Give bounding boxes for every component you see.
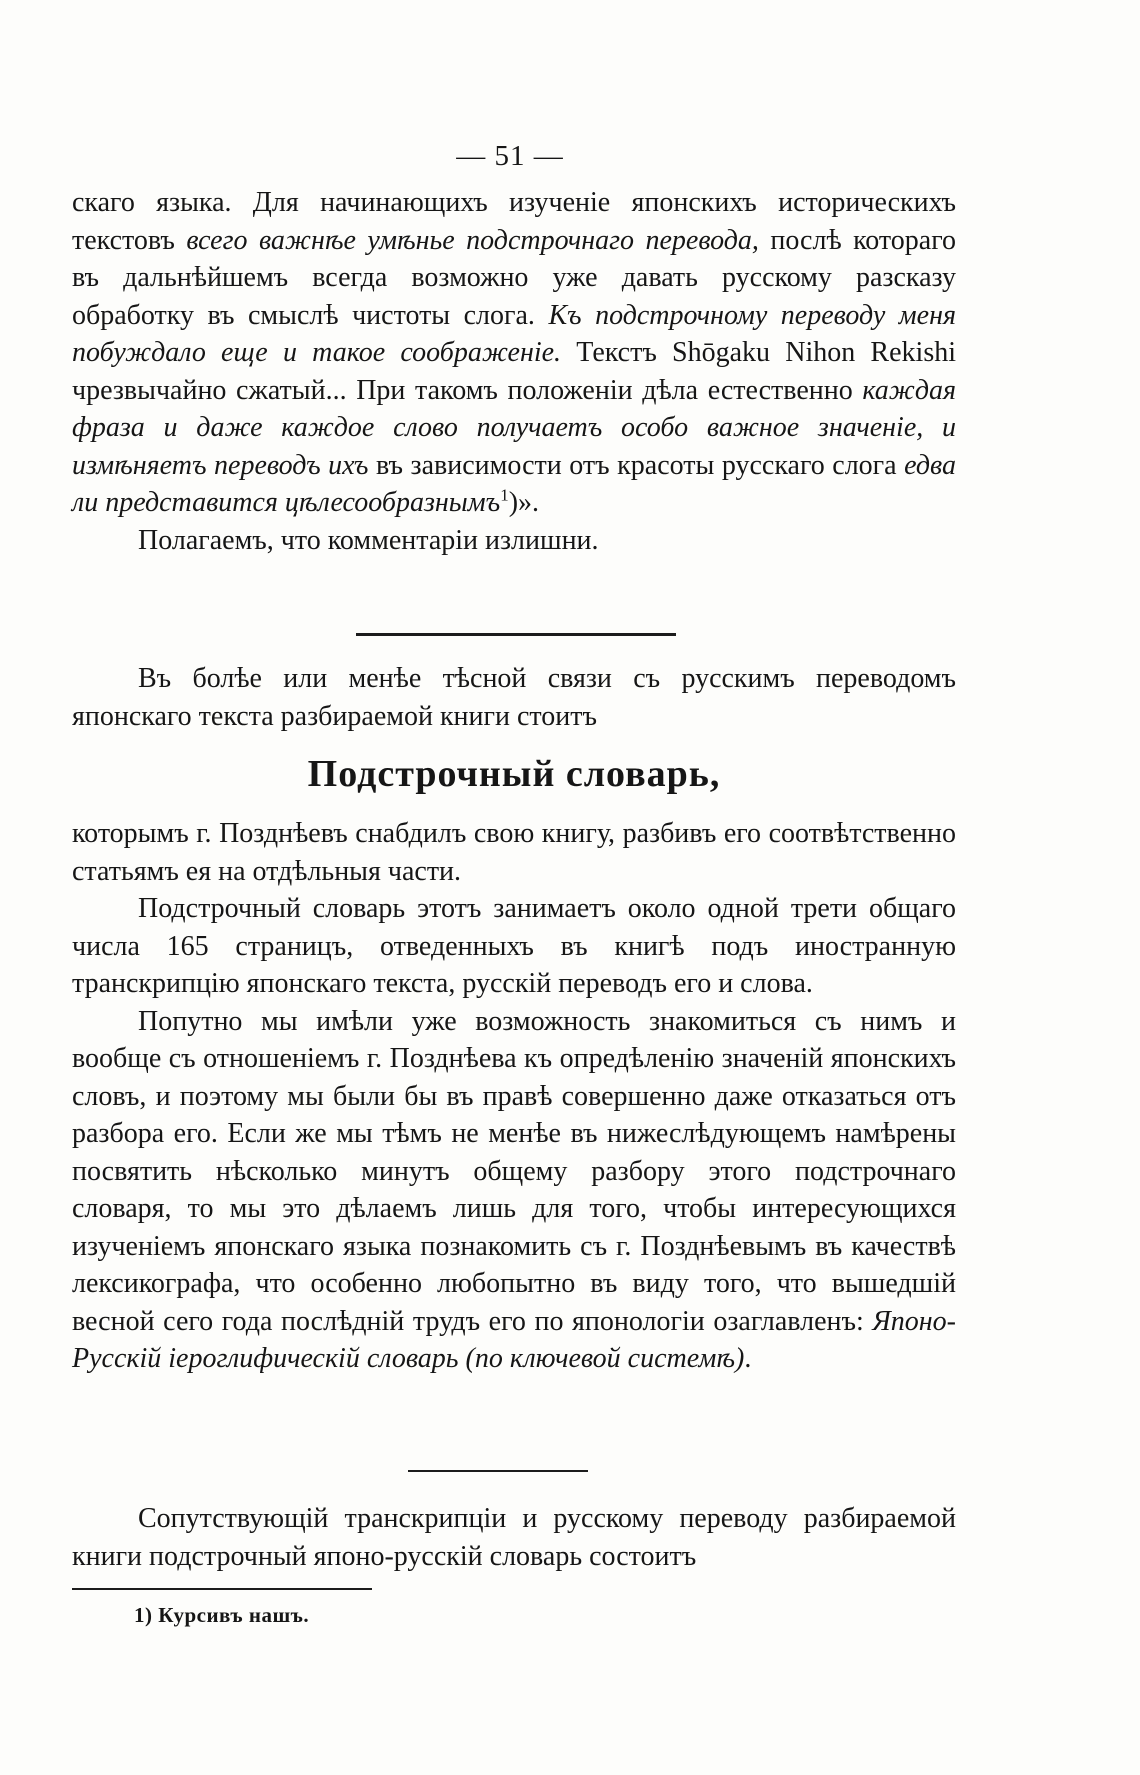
text-segment: скаго языка. Для начинающихъ изученіе японскихъ историческихъ текстовъ [72,187,956,256]
footnote: 1) Курсивъ нашъ. [134,1603,310,1627]
footnote-divider [72,1588,372,1590]
italic-segment: Японо-Русскій іероглифическій словарь (по ключевой системѣ) [72,1305,956,1374]
text-segment: Текстъ Shōgaku Nihon Rekishi чрезвычайно сжатый... При такомъ положеніи дѣла естественно [72,337,956,406]
section-divider [356,633,676,636]
section-divider [408,1470,588,1472]
paragraph-text: Въ болѣе или менѣе тѣсной связи съ русскимъ переводомъ японскаго текста разбираемой книги стоитъ [72,663,956,732]
text-segment: въ зависимости отъ красоты русскаго слога [368,449,905,481]
paragraph-comment: Полагаемъ, что комментаріи излишни. [138,524,599,556]
text-segment: . [744,1343,752,1374]
section-heading: Подстрочный словарь, [307,753,721,795]
italic-segment: едва ли представится цѣлесообразнымъ [72,449,956,518]
italic-segment: всего важнѣе умѣнье подстрочнаго перевода, [186,224,759,256]
paragraph-quote-continuation [72,184,956,559]
paragraph-text [72,1003,956,1378]
text-segment: )». [508,487,540,518]
page-number: — 51 — [456,140,564,172]
paragraph-final [72,1500,956,1575]
text-segment: Попутно мы имѣли уже возможность знакомиться съ нимъ и вообще съ отношеніемъ г. Позднѣева къ опредѣленію значеній японскихъ словъ, и поэтому мы были бы въ правѣ совершенно даже отказаться отъ разбора его. Если же мы тѣмъ не менѣе въ нижеслѣдующемъ намѣрены посвятить нѣсколько минутъ общему разбору этого подстрочнаго словаря, то мы это дѣлаемъ лишь для того, чтобы интересующихся изученіемъ японскаго языка познакомить съ г. Позднѣевымъ въ качествѣ лексикографа, что особенно любопытно въ виду того, что вышедшій весной сего года послѣдній трудъ его по японологіи озаглавленъ: [72,1005,956,1337]
paragraph-body [72,815,956,1378]
text-segment: послѣ котораго въ дальнѣйшемъ всегда возможно уже давать русскому разсказу обработку въ смыслѣ чистоты слога. [72,224,956,331]
paragraph-intro [72,660,956,735]
paragraph-text: Сопутствующій транскрипціи и русскому переводу разбираемой книги подстрочный японо-русскій словарь состоитъ [72,1503,956,1572]
paragraph-text: Подстрочный словарь этотъ занимаетъ около одной трети общаго числа 165 страницъ, отведенныхъ въ книгѣ подъ иностранную транскрипцію японскаго текста, русскій переводъ его и слова. [72,893,956,999]
footnote-reference: 1 [500,485,509,505]
paragraph-text: которымъ г. Позднѣевъ снабдилъ свою книгу, разбивъ его соотвѣтственно статьямъ ея на отдѣльныя части. [72,818,956,887]
italic-segment: каждая фраза и даже каждое слово получаетъ особо важное значеніе, и измѣняетъ переводъ ихъ [72,374,956,481]
italic-segment: Къ подстрочному переводу меня побуждало еще и такое соображеніе. [72,299,956,368]
